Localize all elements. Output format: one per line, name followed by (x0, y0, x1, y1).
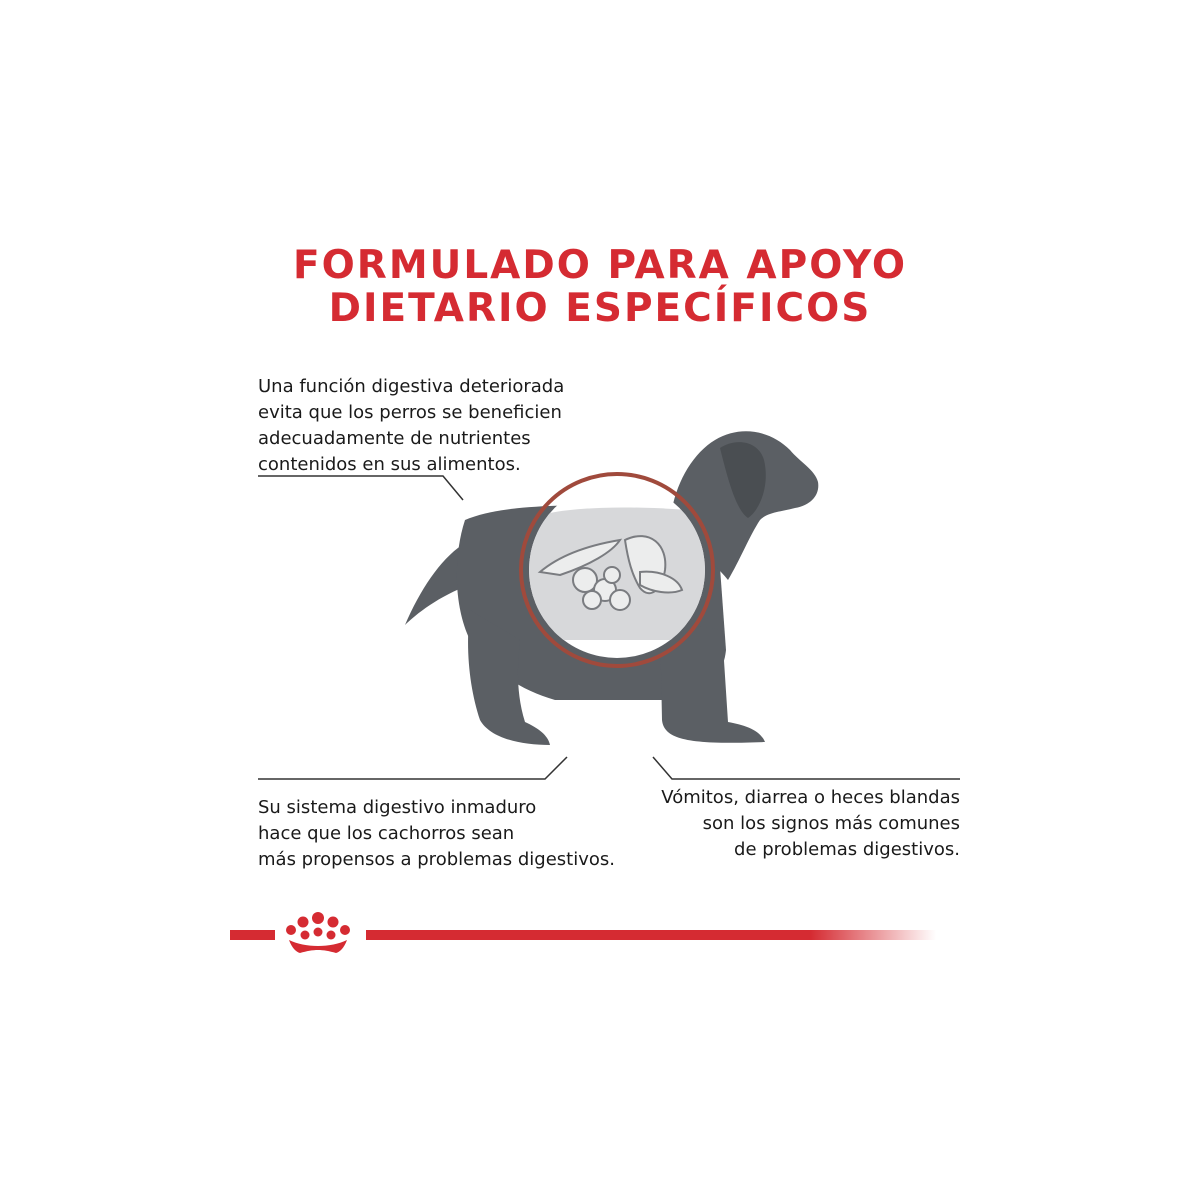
callout-line-2 (258, 757, 567, 779)
callout-2-line-1: Su sistema digestivo inmaduro (258, 797, 537, 818)
callout-1-line-1: Una función digestiva deteriorada (258, 376, 565, 397)
crown-icon (286, 912, 350, 953)
callout-2-line-3: más propensos a problemas digestivos. (258, 849, 615, 870)
callout-3-line-3: de problemas digestivos. (734, 839, 960, 860)
callout-1-line-3: adecuadamente de nutrientes (258, 428, 531, 449)
callout-1-line-4: contenidos en sus alimentos. (258, 454, 521, 475)
callout-digestive-function (258, 374, 564, 478)
brand-divider (230, 930, 936, 940)
callout-common-signs (600, 785, 960, 863)
callout-3-line-2: son los signos más comunes (702, 813, 960, 834)
callout-line-1 (258, 476, 463, 500)
callout-3-line-1: Vómitos, diarrea o heces blandas (661, 787, 960, 808)
callout-line-3 (653, 757, 960, 779)
callout-1-line-2: evita que los perros se beneficien (258, 402, 562, 423)
callout-2-line-2: hace que los cachorros sean (258, 823, 515, 844)
callout-immature-system (258, 795, 615, 873)
headline-line-2: DIETARIO ESPECÍFICOS (328, 286, 872, 331)
headline-line-1: FORMULADO PARA APOYO (293, 243, 907, 288)
